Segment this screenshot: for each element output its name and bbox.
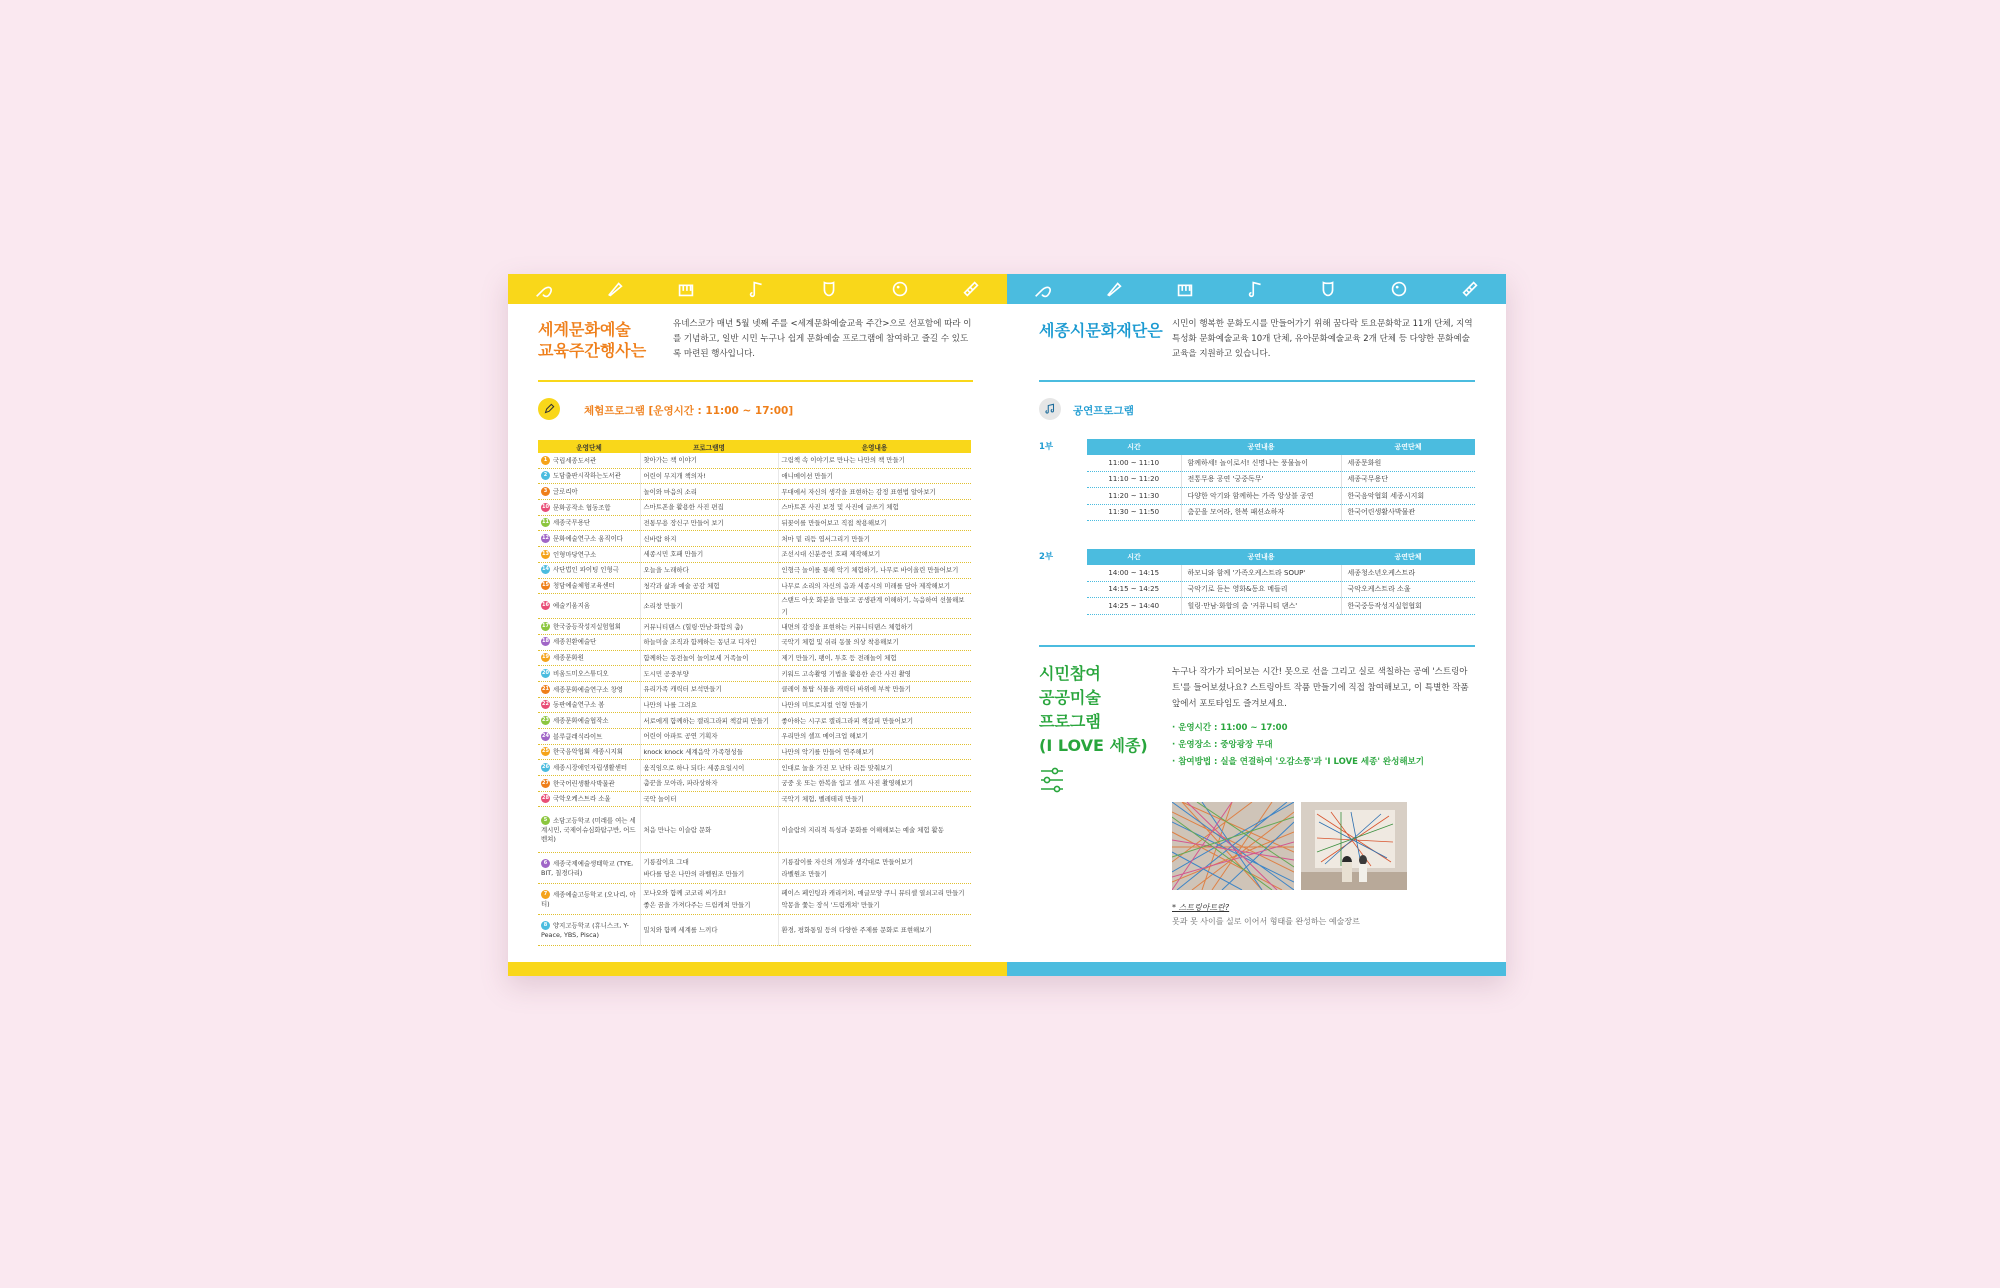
org-cell [538,594,640,619]
content-cell: 처마 밑 리듬 엽서그리기 만들기 [778,531,971,547]
program-cell: 함께하는 동전놀이 놀이보세 거족놀이 [640,650,778,666]
table-row [538,562,971,578]
content-cell: 제기 만들기, 팽이, 투호 등 전래놀이 체험 [778,650,971,666]
org-name: 세종국무용단 [553,518,591,527]
org-cell [538,515,640,531]
palette-icon [888,277,912,301]
org-cell [538,547,640,563]
row-number-badge: 6 [541,859,550,868]
brochure-spread [508,274,1506,976]
org-cell [538,578,640,594]
content-cell: 키워드 고속촬영 기법을 활용한 순간 사진 촬영 [778,666,971,682]
org-name: 블루클래식라이트 [553,732,603,741]
right-divider-top [1039,380,1475,382]
piano-icon [1173,277,1197,301]
row-number-badge: 28 [542,795,549,802]
col-header-group: 공연단체 [1341,549,1475,565]
content-cell: 이슬람의 지리적 특성과 문화를 이해해보는 예술 체험 활동 [778,807,971,853]
public-art-title [1039,662,1148,758]
program-cell: 신바람 하지 [640,531,778,547]
row-number-badge: 25 [542,748,549,755]
org-name: 세종문화예술협작소 [553,716,609,725]
program-cell: knock knock 세계음악 가족형성들 [640,744,778,760]
program-cell: 모나오와 함께 코코리 써가요! 좋은 꿈을 가져다주는 드림캐쳐 만들기 [640,884,778,915]
org-name: 세종시장애인자립생활센터 [553,763,628,772]
left-title [538,319,646,361]
brush-icon [1102,277,1126,301]
right-divider-mid [1039,645,1475,647]
note-icon [745,277,769,301]
table-row [538,578,971,594]
time-cell: 11:00 ~ 11:10 [1087,455,1181,471]
col-header-performance: 공연내용 [1181,439,1341,455]
org-name: 양지고등학교 (휴니스크, Y-Peace, YBS, Pisca) [541,921,629,939]
col-header-time: 시간 [1087,439,1181,455]
time-cell: 11:20 ~ 11:30 [1087,488,1181,505]
program-cell: 어린이 무지개 책의자! [640,468,778,484]
part1-body [1087,455,1475,521]
org-cell [538,729,640,745]
program-cell: 춤꾼을 모아라, 파라상하자 [640,776,778,792]
program-cell: 어린이 아파트 공연 기획자 [640,729,778,745]
table-row [538,760,971,776]
row-number-badge: 11 [542,519,549,526]
row-number-badge: 15 [542,582,549,589]
program-cell: 국악 놀이터 [640,791,778,807]
program-cell: 서로에게 함께하는 캘리그라피 책갈피 만들기 [640,713,778,729]
content-cell: 국악기 체험 및 쉬리 동물 의상 착용해보기 [778,634,971,650]
org-cell [538,531,640,547]
row-number-badge: 14 [542,566,549,573]
left-bottom-bar [508,962,1007,976]
org-cell [538,484,640,500]
org-cell [538,468,640,484]
org-cell [538,791,640,807]
program-cell: 세종시민 호패 만들기 [640,547,778,563]
table-row [1087,565,1475,581]
org-name: 청담예술체험교육센터 [553,581,615,590]
table-row [538,453,971,468]
table-row [538,729,971,745]
row-number-badge: 12 [542,535,549,542]
right-intro: 시민이 행복한 문화도시를 만들어가기 위해 꿈다락 토요문화학교 11개 단체, 지역특성화 문화예술교육 10개 단체, 유아문화예술교육 2개 단체 등 다양한 문화예술교육을 지원하고 있습니다. [1172,319,1473,359]
part2-label: 2부 [1039,552,1054,562]
org-name: 국립세종도서관 [553,456,597,465]
time-cell: 14:25 ~ 14:40 [1087,598,1181,615]
org-cell [538,760,640,776]
time-cell: 14:00 ~ 14:15 [1087,565,1181,581]
org-name: 국악오케스트라 소울 [553,794,611,803]
left-title-line2: 교육주간행사는 [538,341,647,360]
program-cell: 처음 만나는 이슬람 문화 [640,807,778,853]
org-cell [538,619,640,635]
program-cell: 청각과 삶과 예술 공감 체험 [640,578,778,594]
part1-label: 1부 [1039,442,1054,452]
table-row [538,697,971,713]
row-number-badge: 16 [542,602,549,609]
row-number-badge: 3 [541,487,550,496]
public-art-title-line4: (I LOVE 세종) [1039,736,1148,755]
col-header-group: 공연단체 [1341,439,1475,455]
table-row [1087,455,1475,471]
content-cell: 궁중 옷 또는 한복을 입고 셀프 사진 촬영해보기 [778,776,971,792]
left-page [508,274,1007,976]
program-cell: 소리창 만들기 [640,594,778,619]
public-art-title-line1: 시민참여 [1039,664,1101,683]
table-row [538,666,971,682]
row-number-badge: 1 [541,456,550,465]
right-top-bar [1007,274,1506,304]
performance-cell: 전통무용 공연 '궁중독무' [1181,471,1341,488]
org-cell [538,884,640,915]
program-cell: 밀치와 함께 세계를 느끼다 [640,915,778,946]
col-header-program: 프로그램명 [640,440,778,453]
time-cell: 14:15 ~ 14:25 [1087,581,1181,598]
table-row [538,650,971,666]
org-name: 동판예술연구소 봄 [553,700,605,709]
row-number-badge: 24 [542,732,549,739]
table-row [538,468,971,484]
group-cell: 세종문화원 [1341,455,1475,471]
program-cell: 스마트폰을 활용한 사진 편집 [640,500,778,516]
table-row [538,484,971,500]
group-cell: 한국중등작성지실험협회 [1341,598,1475,615]
org-name: 한국어린생활사박물관 [553,779,615,788]
piano-icon [674,277,698,301]
program-cell: 유리가족 캐릭터 보석만들기 [640,681,778,697]
part2-body [1087,565,1475,614]
row-number-badge: 26 [542,763,549,770]
org-cell [538,807,640,853]
row-number-badge: 17 [542,622,549,629]
performance-cell: 함께하세! 놀이로서! 신명나는 풍물놀이 [1181,455,1341,471]
table-row [538,915,971,946]
org-cell [538,697,640,713]
string-art-exhibit-photo [1301,802,1407,890]
group-cell: 국악오케스트라 소울 [1341,581,1475,598]
public-art-intro: 누구나 작가가 되어보는 시간! 못으로 선을 그리고 실로 색칠하는 공예 '스트링아트'를 들어보셨나요? 스트링아트 작품 만들기에 직접 참여해보고, 이 특별한 작품 앞에서 포토타임도 즐겨보세요. [1172,667,1469,709]
performance-cell: 국악기로 듣는 영화&동요 메들리 [1181,581,1341,598]
table-row [538,884,971,915]
music-note-icon [1039,398,1061,420]
table-row [538,807,971,853]
time-cell: 11:10 ~ 11:20 [1087,471,1181,488]
org-cell [538,562,640,578]
content-cell: 내면의 감정을 표현하는 커뮤니티댄스 체험하기 [778,619,971,635]
content-cell: 스마트폰 사진 보정 및 사진에 글쓰기 체험 [778,500,971,516]
content-cell: 인형극 놀이를 통해 악기 체험하기, 나무로 바이올린 만들어보기 [778,562,971,578]
org-cell [538,713,640,729]
public-art-details [1172,720,1424,771]
row-number-badge: 2 [541,471,550,480]
film-icon [959,277,983,301]
org-name: 세종국제예술생태학교 (TYE, BIT, 칠경다리) [541,859,634,877]
org-name: 비움드미오스튜디오 [553,669,609,678]
org-cell [538,650,640,666]
experience-table [538,440,971,946]
detail-location: · 운영장소 : 중앙광장 무대 [1172,740,1273,750]
left-intro: 유네스코가 매년 5월 넷째 주를 <세계문화예술교육 주간>으로 선포함에 따라 이를 기념하고, 일반 시민 누구나 쉽게 문화예술 프로그램에 참여하고 즐길 수 있도록 마련된 행사입니다. [673,319,972,359]
palette-icon [1387,277,1411,301]
table-row [538,515,971,531]
content-cell: 그림책 속 이야기로 만나는 나만의 책 만들기 [778,453,971,468]
content-cell: 클레이 돌탑 식물을 캐릭터 바위에 부착 만들기 [778,681,971,697]
org-cell [538,453,640,468]
content-cell: 국악기 체험, 벨레테리 만들기 [778,791,971,807]
table-header-row [1087,549,1475,565]
content-cell: 무대에서 자신의 생각을 표현하는 감정 표현법 알아보기 [778,484,971,500]
table-row [538,594,971,619]
detail-method: · 참여방법 : 실을 연결하여 '오감소풍'과 'I LOVE 세종' 완성해보기 [1172,757,1424,767]
org-name: 세종문화원 [553,653,584,662]
content-cell: 조선시대 신분증인 호패 제작해보기 [778,547,971,563]
row-number-badge: 23 [542,716,549,723]
table-row [1087,471,1475,488]
public-art-title-line3: 프로그램 [1039,712,1101,731]
row-number-badge: 18 [542,638,549,645]
org-cell [538,681,640,697]
sliders-icon [1039,766,1065,798]
program-cell: 움직임으로 하나 되다: 세종요일시이 [640,760,778,776]
time-cell: 11:30 ~ 11:50 [1087,504,1181,521]
experience-section-title: 체험프로그램 [운영시간 : 11:00 ~ 17:00] [584,405,794,417]
table-row [538,776,971,792]
row-number-badge: 27 [542,779,549,786]
left-title-line1: 세계문화예술 [538,320,631,339]
row-number-badge: 20 [542,669,549,676]
table-row [1087,504,1475,521]
film-icon [1458,277,1482,301]
program-cell: 전통무용 장신구 만들어 보기 [640,515,778,531]
row-number-badge: 8 [541,921,550,930]
right-bottom-bar [1007,962,1506,976]
org-name: 문화공작소 협동조합 [553,503,611,512]
org-name: 인형마당연구소 [553,550,597,559]
table-row [538,713,971,729]
row-number-badge: 13 [542,550,549,557]
org-name: 세종예술고등학교 (오나리, 아티) [541,890,636,908]
org-name: 세종문화예술연구소 창영 [553,685,623,694]
content-cell: 페이스 페인팅과 캐리커처, 매글모양 쿠니 뮤티셀 열쇠고리 만들기 악몽을 쫓는 장식 '드림캐쳐' 만들기 [778,884,971,915]
right-page [1007,274,1506,976]
table-row [538,791,971,807]
right-title: 세종시문화재단은 [1039,321,1163,340]
table-row [538,500,971,516]
string-art-question: * 스트링아트란? [1172,903,1230,912]
org-cell [538,634,640,650]
performance-cell: 힐링·만남·화합의 춤 '커뮤니티 댄스' [1181,598,1341,615]
table-row [1087,581,1475,598]
org-cell [538,500,640,516]
content-cell: 나무로 소리의 자신의 음과 세종시의 미래를 담아 제작해보기 [778,578,971,594]
left-divider [538,380,973,382]
performance-cell: 하모니와 함께 '가족오케스트라 SOUP' [1181,565,1341,581]
pencil-icon [538,398,560,420]
note-icon [1244,277,1268,301]
content-cell: 기릉잡이를 자신의 개성과 생각대로 만들어보기 라벨원조 만들기 [778,853,971,884]
table-row [538,681,971,697]
org-name: 사단법인 파이팅 인형극 [553,565,619,574]
performance-table-part2 [1087,549,1475,615]
org-cell [538,776,640,792]
row-number-badge: 22 [542,701,549,708]
org-name: 예술키움지움 [553,601,591,610]
content-cell: 나만의 미트로지컬 인형 만들기 [778,697,971,713]
row-number-badge: 19 [542,654,549,661]
table-row [538,619,971,635]
mask-icon [817,277,841,301]
org-name: 글로리아 [553,487,578,496]
group-cell: 한국어린생활사박물관 [1341,504,1475,521]
table-header-row [1087,439,1475,455]
left-top-bar [508,274,1007,304]
brush-icon [603,277,627,301]
content-cell: 스탠드 아웃 화분을 만들고 공생관계 이해하기, 녹음하여 선물해보기 [778,594,971,619]
program-cell: 도시민 공중부양 [640,666,778,682]
table-row [538,853,971,884]
table-row [538,634,971,650]
org-cell [538,853,640,884]
org-cell [538,666,640,682]
table-row [1087,598,1475,615]
string-art-photo [1172,802,1294,890]
table-row [538,547,971,563]
content-cell: 좋아하는 시구로 캘리그라피 책갈피 만들어보기 [778,713,971,729]
table-row [1087,488,1475,505]
program-cell: 나만의 나를 그려요 [640,697,778,713]
public-art-title-line2: 공공미술 [1039,688,1101,707]
performance-table-part1 [1087,439,1475,521]
violin-icon [532,277,556,301]
group-cell: 한국음악협회 세종시지회 [1341,488,1475,505]
performance-cell: 춤꾼을 모여라, 한복 패션쇼하자 [1181,504,1341,521]
program-cell: 오늘을 노래하다 [640,562,778,578]
row-number-badge: 10 [542,503,549,510]
org-cell [538,915,640,946]
content-cell: 환경, 평화통일 등의 다양한 주제를 문화로 표현해보기 [778,915,971,946]
org-name: 한국음악협회 세종시지회 [553,747,623,756]
content-cell: 뒤꽂이를 만들어보고 직접 착용해보기 [778,515,971,531]
table-header-row [538,440,971,453]
program-cell: 하늘미술 조직과 함께하는 동년교 디자인 [640,634,778,650]
experience-table-body [538,453,971,946]
program-cell: 커뮤니티댄스 (힐링·만남·화합의 춤) [640,619,778,635]
org-cell [538,744,640,760]
row-number-badge: 21 [542,685,549,692]
performance-section-title: 공연프로그램 [1073,405,1134,417]
col-header-time: 시간 [1087,549,1181,565]
row-number-badge: 7 [541,890,550,899]
org-name: 소담고등학교 (미래를 여는 세계시민, 국제이슈심화탐구반, 어드벤쳐) [541,816,636,843]
program-cell: 찾아가는 책 이야기 [640,453,778,468]
col-header-content: 운영내용 [778,440,971,453]
program-cell: 놀이와 마음의 소리 [640,484,778,500]
row-number-badge: 5 [541,816,550,825]
org-name: 도담출판시작하는도서관 [553,471,621,480]
performance-cell: 다양한 악기와 함께하는 가족 앙상블 공연 [1181,488,1341,505]
content-cell: 나만의 악기를 만들어 연주해보기 [778,744,971,760]
content-cell: 인대로 놀을 가진 모 난타 리듬 맞춰보기 [778,760,971,776]
content-cell: 애니메이션 만들기 [778,468,971,484]
org-name: 한국중등작성지실험협회 [553,622,621,631]
table-row [538,531,971,547]
violin-icon [1031,277,1055,301]
program-cell: 기릉잡이요 그대 바다를 담은 나만의 라벨원조 만들기 [640,853,778,884]
string-art-definition: 못과 못 사이를 실로 이어서 형태를 완성하는 예술장르 [1172,917,1360,926]
table-row [538,744,971,760]
org-name: 세종친환예술단 [553,637,597,646]
group-cell: 세종청소년오케스트라 [1341,565,1475,581]
col-header-performance: 공연내용 [1181,549,1341,565]
org-name: 문화예술연구소 움직이다 [553,534,623,543]
detail-hours: · 운영시간 : 11:00 ~ 17:00 [1172,723,1288,733]
col-header-org: 운영단체 [538,440,640,453]
content-cell: 우리만의 셀프 메이크업 해보기 [778,729,971,745]
group-cell: 세종국무용단 [1341,471,1475,488]
mask-icon [1316,277,1340,301]
